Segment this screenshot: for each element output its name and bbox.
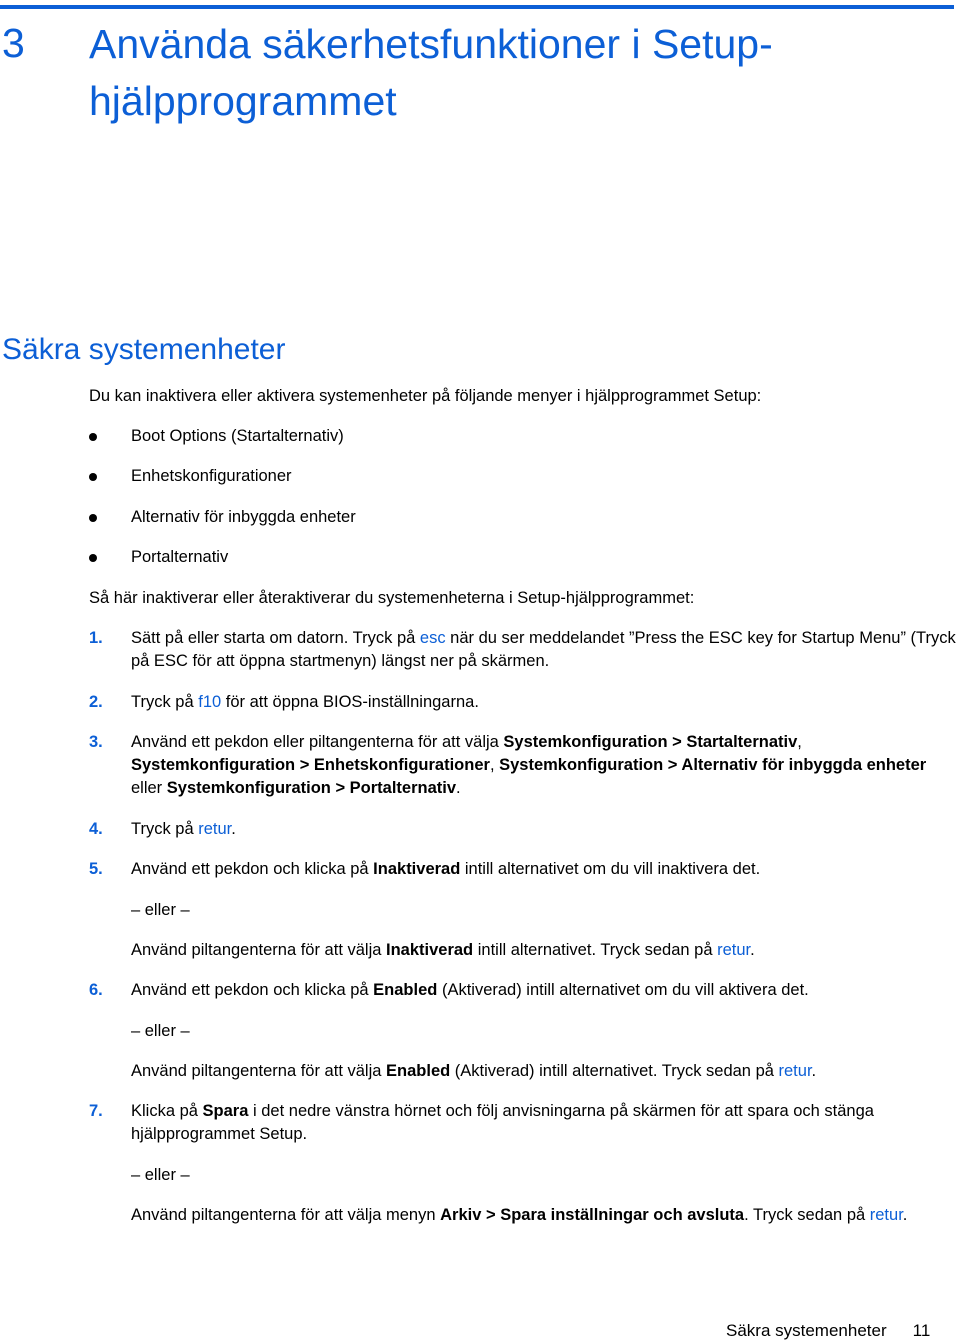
step-text: Sätt på eller starta om datorn. Tryck på esc när du ser meddelandet ”Press the ESC key for Startup Menu” (Tryck på ESC för att öppna startmenyn) längst ner på skärmen.	[131, 629, 956, 670]
step-text: Använd ett pekdon eller piltangenterna för att välja Systemkonfiguration > Startalternativ, Systemkonfiguration > Enhetskonfigurationer, Systemkonfiguration > Alternativ för inbyggda enheter eller Systemkonfiguration > Portalternativ.	[131, 733, 927, 797]
step-number: 2.	[89, 693, 103, 711]
step-text: Tryck på retur.	[131, 820, 236, 838]
step-number: 6.	[89, 981, 103, 999]
bullet-item: Enhetskonfigurationer	[131, 467, 292, 485]
bullet-item: Alternativ för inbyggda enheter	[131, 508, 356, 526]
page-number: 11	[912, 1321, 931, 1340]
step-number: 4.	[89, 820, 103, 838]
section-title: Säkra systemenheter	[2, 333, 286, 366]
key-retur: retur	[778, 1062, 812, 1080]
step-number: 1.	[89, 629, 103, 647]
step-number: 3.	[89, 733, 103, 751]
footer-section: Säkra systemenheter	[726, 1321, 887, 1340]
bullet-dot	[89, 473, 97, 481]
menu-path: Systemkonfiguration > Startalternativ	[503, 733, 798, 751]
key-retur: retur	[198, 820, 232, 838]
chapter-number: 3	[2, 20, 25, 66]
step-text: Använd ett pekdon och klicka på Inaktiverad intill alternativet om du vill inaktivera det.	[131, 860, 761, 878]
step-alt-text: Använd piltangenterna för att välja Enabled (Aktiverad) intill alternativet. Tryck sedan på retur.	[131, 1062, 817, 1080]
step-text: Klicka på Spara i det nedre vänstra hörnet och följ anvisningarna på skärmen för att spara och stänga hjälpprogrammet Setup.	[131, 1102, 874, 1143]
key-f10: f10	[198, 693, 222, 711]
chapter-title: Använda säkerhetsfunktioner i Setup-hjälpprogrammet	[89, 21, 773, 124]
bullet-item: Boot Options (Startalternativ)	[131, 427, 344, 445]
key-retur: retur	[717, 941, 751, 959]
step-alt-text: Använd piltangenterna för att välja menyn Arkiv > Spara inställningar och avsluta. Tryck sedan på retur.	[131, 1206, 908, 1224]
page-footer	[726, 1319, 930, 1343]
step-number: 5.	[89, 860, 103, 878]
bullet-dot	[89, 554, 97, 562]
menu-path: Systemkonfiguration > Portalternativ	[166, 779, 457, 797]
bullet-dot	[89, 433, 97, 441]
chapter-rule	[0, 5, 954, 9]
step-text: Tryck på f10 för att öppna BIOS-inställningarna.	[131, 693, 479, 711]
or-separator: – eller –	[131, 901, 190, 919]
menu-path: Systemkonfiguration > Enhetskonfigurationer	[131, 756, 490, 774]
menu-path: Systemkonfiguration > Alternativ för inbyggda enheter	[499, 756, 927, 774]
key-esc: esc	[419, 629, 446, 647]
step-text: Använd ett pekdon och klicka på Enabled (Aktiverad) intill alternativet om du vill aktivera det.	[131, 981, 809, 999]
bullet-dot	[89, 514, 97, 522]
step-number: 7.	[89, 1102, 103, 1120]
or-separator: – eller –	[131, 1022, 190, 1040]
howto-text: Så här inaktiverar eller återaktiverar du systemenheterna i Setup-hjälpprogrammet:	[89, 589, 695, 607]
or-separator: – eller –	[131, 1166, 190, 1184]
bullet-item: Portalternativ	[131, 548, 229, 566]
section-intro: Du kan inaktivera eller aktivera systemenheter på följande menyer i hjälpprogrammet Setup:	[89, 387, 762, 405]
key-retur: retur	[869, 1206, 903, 1224]
step-alt-text: Använd piltangenterna för att välja Inaktiverad intill alternativet. Tryck sedan på retur.	[131, 941, 755, 959]
